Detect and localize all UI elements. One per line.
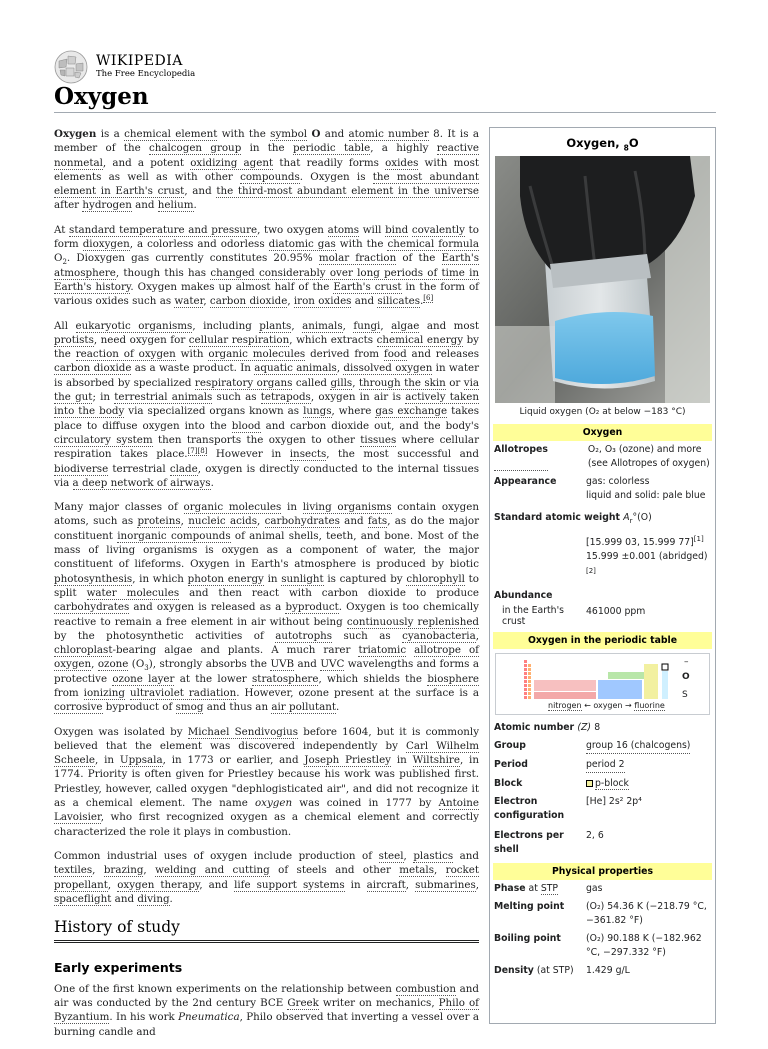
link-eukaryotic[interactable]: eukaryotic organisms <box>75 319 193 332</box>
link-greek[interactable]: Greek <box>287 997 319 1010</box>
label-boiling-point[interactable]: Boiling point <box>494 933 561 945</box>
link-brazing[interactable]: brazing <box>103 864 144 877</box>
link-sunlight[interactable]: sunlight <box>281 572 324 585</box>
link-life-support[interactable]: life support systems <box>234 878 345 891</box>
link-stratosphere[interactable]: stratosphere <box>252 672 319 685</box>
link-hydrogen[interactable]: hydrogen <box>82 199 132 212</box>
value-electrons-per-shell: 2, 6 <box>586 830 604 842</box>
value-density: 1.429 g/L <box>586 965 630 977</box>
link-lavoisier[interactable]: Antoine Lavoisier <box>54 797 479 824</box>
link-earths-atmosphere[interactable]: Earth's atmosphere <box>54 252 479 279</box>
wikipedia-logo[interactable] <box>54 50 254 84</box>
weight-suffix: °(O) <box>632 512 652 524</box>
link-carbon-dioxide[interactable]: carbon dioxide <box>209 295 288 308</box>
density-at-text: (at STP) <box>533 965 574 977</box>
subsection-heading-early-experiments: Early experiments <box>54 960 183 976</box>
row-period <box>490 756 715 775</box>
phase-stp-link[interactable]: STP <box>540 883 558 895</box>
link-photosynthesis[interactable]: photosynthesis <box>54 572 133 585</box>
link-uvc[interactable]: UVC <box>320 658 345 671</box>
link-water[interactable]: water <box>174 295 204 308</box>
link-air-pollutant[interactable]: air pollutant <box>271 701 337 714</box>
liquid-oxygen-image <box>495 156 710 403</box>
pt-nav-oxygen: oxygen <box>593 701 623 711</box>
row-atomic-number <box>490 719 715 737</box>
reference-7-8[interactable]: [7][8] <box>187 446 208 455</box>
link-allotrope-of-oxygen[interactable]: allotrope of oxygen <box>54 644 479 671</box>
section-heading-history: History of study <box>54 920 479 943</box>
wikipedia-wordmark: WIKIPEDIA <box>96 53 183 69</box>
paragraph-early-experiments: One of the first known experiments on the relationship between combustion and air was conducted by the 2nd century BCE Greek writer on mechanics, Philo of Byzantium. In his work Pneumatica, Philo observed that inverting a vessel over a burning candle and <box>54 982 480 1038</box>
row-group <box>490 737 715 756</box>
link-fats[interactable]: fats <box>367 515 388 528</box>
row-appearance <box>490 473 715 505</box>
link-abundance-universe[interactable]: the third-most abundant element in the universe <box>216 185 479 198</box>
link-uvb[interactable]: UVB <box>270 658 295 671</box>
reference-2[interactable]: [2] <box>586 567 596 576</box>
link-redox[interactable]: reaction of oxygen <box>75 348 176 361</box>
link-submarines[interactable]: submarines <box>415 878 476 891</box>
weight-abridged-text: 15.999 ±0.001 (abridged) <box>586 551 708 563</box>
block-value-link[interactable]: p-block <box>595 778 629 790</box>
link-atomic-number[interactable]: atomic number <box>348 128 429 140</box>
atomic-number-label-text: Atomic number <box>494 722 575 734</box>
label-phase <box>494 882 586 896</box>
value-electron-configuration: [He] 2s² 2p⁴ <box>586 796 642 808</box>
link-symbol[interactable]: symbol <box>270 128 308 140</box>
appearance-gas: gas: colorless <box>586 476 650 488</box>
link-biosphere[interactable]: biosphere <box>427 672 480 685</box>
block-color-swatch-icon <box>586 780 593 787</box>
link-geological-history-of-oxygen[interactable]: changed considerably over long periods of time in Earth's history <box>54 266 479 293</box>
row-phase <box>490 880 715 898</box>
link-smog[interactable]: smog <box>175 701 204 714</box>
link-carbon-dioxide-2[interactable]: carbon dioxide <box>54 362 132 375</box>
paragraph-dioxygen: At standard temperature and pressure, two oxygen atoms will bind covalently to form dioxygen, a colorless and odorless diatomic gas with the chemical formula $O_2$. Dioxygen gas currently constitutes 20.95% molar fraction of the Earth's atmosphere, though this has changed considerably over long periods of time in Earth's history. Oxygen makes up almost half of the Earth's crust in the form of various oxides such as water, carbon dioxide, iron oxides and silicates.[6] <box>54 223 479 308</box>
pt-nav-fluorine[interactable]: fluorine <box>634 701 665 711</box>
link-combustion[interactable]: combustion <box>395 982 456 995</box>
link-chloroplast[interactable]: chloroplast <box>54 644 113 657</box>
pt-nav-right-arrow: → <box>625 701 632 711</box>
link-priestley[interactable]: Joseph Priestley <box>304 754 391 767</box>
link-reactive[interactable]: reactive <box>436 142 480 155</box>
link-fungi[interactable]: fungi <box>353 319 381 332</box>
weight-range-text: [15.999 03, 15.999 77] <box>586 537 694 549</box>
link-lungs[interactable]: lungs <box>303 405 332 418</box>
link-respiratory-organs[interactable]: respiratory organs <box>194 376 293 389</box>
pt-column-top: – <box>684 657 689 668</box>
link-welding-cutting[interactable]: welding and cutting <box>155 864 270 877</box>
value-group[interactable]: group 16 (chalcogens) <box>586 739 690 754</box>
link-periodic-table[interactable]: periodic table <box>292 142 371 155</box>
link-tetrapods[interactable]: tetrapods <box>260 391 311 404</box>
link-philo[interactable]: Philo of Byzantium <box>54 997 479 1024</box>
infobox-caption-text: Oxygen, <box>566 136 624 150</box>
weight-sub: r <box>629 517 633 526</box>
infobox-heading-element: Oxygen <box>493 424 712 441</box>
pt-nav-nitrogen[interactable]: nitrogen <box>548 701 582 711</box>
link-ionizing[interactable]: ionizing <box>83 686 126 699</box>
link-autotrophs[interactable]: autotrophs <box>275 629 333 642</box>
density-label-text[interactable]: Density <box>494 965 534 977</box>
link-cyanobacteria[interactable]: cyanobacteria <box>402 629 476 642</box>
link-tracheae[interactable]: a deep network of airways <box>72 476 211 489</box>
row-electron-configuration <box>490 793 715 825</box>
link-proteins[interactable]: proteins <box>137 515 181 528</box>
value-atomic-number: 8 <box>594 722 601 734</box>
link-blood[interactable]: blood <box>231 419 261 432</box>
link-insects[interactable]: insects <box>289 448 327 461</box>
label-block[interactable]: Block <box>494 778 523 790</box>
link-oxygen-therapy[interactable]: oxygen therapy <box>117 878 200 891</box>
label-atomic-number[interactable] <box>494 721 600 735</box>
infobox-caption-sub: 8 <box>623 143 629 153</box>
link-nonmetal[interactable]: nonmetal <box>54 156 103 169</box>
link-photon-energy[interactable]: photon energy <box>187 572 264 585</box>
link-clade[interactable]: clade <box>169 462 198 475</box>
reference-6[interactable]: [6] <box>423 293 434 302</box>
value-boiling-point: (O₂) 90.188 K (−182.962 °C, −297.332 °F) <box>586 933 702 959</box>
weight-range <box>586 532 711 550</box>
link-abundance-crust[interactable]: the most abundant element in Earth's crust <box>54 170 479 198</box>
link-biodiverse[interactable]: biodiverse <box>54 462 109 475</box>
value-appearance <box>586 475 711 503</box>
link-metals[interactable]: metals <box>399 864 434 877</box>
row-block <box>490 775 715 793</box>
element-infobox <box>489 127 716 1024</box>
link-food[interactable]: food <box>383 348 407 361</box>
value-phase: gas <box>586 883 603 895</box>
phase-label-text[interactable]: Phase <box>494 883 526 895</box>
link-compounds[interactable]: compounds <box>240 170 300 183</box>
pt-column-oxygen: O <box>682 672 690 683</box>
link-diving[interactable]: diving <box>137 892 170 905</box>
link-scheele[interactable]: Carl Wilhelm Scheele <box>54 739 480 767</box>
allotropes-list[interactable]: O₂, O₃ (ozone) and more <box>587 444 702 456</box>
paragraph-uses: Common industrial uses of oxygen include production of steel, plastics and textiles, brazing, welding and cutting of steels and other metals, rocket propellant, oxygen therapy, and life support systems in aircraft, submarines, spaceflight and diving. <box>54 849 480 905</box>
label-allotropes[interactable]: Allotropes <box>494 443 548 471</box>
row-abundance-crust <box>490 605 715 629</box>
link-terrestrial-animals[interactable]: terrestrial animals <box>114 391 213 404</box>
value-block <box>586 777 711 791</box>
label-density <box>494 964 586 978</box>
paragraph-organisms: All eukaryotic organisms, including plants, animals, fungi, algae and most protists, need oxygen for cellular respiration, which extracts chemical energy by the reaction of oxygen with organic molecules derived from food and releases carbon dioxide as a waste product. In aquatic animals, dissolved oxygen in water is absorbed by specialized respiratory organs called gills, through the skin or via the gut; in terrestrial animals such as tetrapods, oxygen in air is actively taken into the body via specialized organs known as lungs, where gas exchange takes place to diffuse oxygen into the blood and carbon dioxide out, and the body's circulatory system then transports the oxygen to other tissues where cellular respiration takes place.[7][8] However in insects, the most successful and biodiverse terrestrial clade, oxygen is directly conducted to the internal tissues via a deep network of airways. <box>54 319 480 489</box>
link-chlorophyll[interactable]: chlorophyll <box>406 572 465 585</box>
label-melting-point[interactable]: Melting point <box>494 901 565 913</box>
value-allotropes <box>588 443 711 471</box>
link-organic-molecules-2[interactable]: organic molecules <box>183 501 282 514</box>
label-appearance: Appearance <box>494 476 557 488</box>
row-melting-point <box>490 898 715 930</box>
link-corrosive[interactable]: corrosive <box>54 701 103 714</box>
row-standard-atomic-weight-label <box>490 505 715 530</box>
link-animals[interactable]: animals <box>302 319 343 332</box>
link-chemical-element[interactable]: chemical element <box>124 128 218 140</box>
pt-nav <box>548 701 665 710</box>
label-electron-configuration[interactable]: Electron configuration <box>494 796 565 822</box>
link-gut-respiration[interactable]: via the gut <box>54 376 479 404</box>
infobox-caption-symbol: O <box>628 136 639 150</box>
paragraph-intro: Oxygen is a chemical element with the symbol O and atomic number 8. It is a member of the chalcogen group in the periodic table, a highly reactive nonmetal, and a potent oxidizing agent that readily forms oxides with most elements as well as with other compounds. Oxygen is the most abundant element in Earth's crust, and the third-most abundant element in the universe after hydrogen and helium. <box>54 128 480 212</box>
row-abundance-label <box>490 584 715 605</box>
link-chemical-energy[interactable]: chemical energy <box>376 333 464 346</box>
page-title: Oxygen <box>54 83 149 110</box>
link-wiltshire[interactable]: Wiltshire <box>412 754 460 767</box>
weight-symbol: A <box>623 512 630 524</box>
link-living-organisms[interactable]: living organisms <box>302 501 392 514</box>
link-steel[interactable]: steel <box>378 849 404 862</box>
label-period[interactable]: Period <box>494 759 528 771</box>
phase-at-text: at <box>525 883 541 895</box>
row-standard-atomic-weight-values <box>490 530 715 584</box>
link-ultraviolet[interactable]: ultraviolet radiation <box>129 686 237 699</box>
image-caption: Liquid oxygen (O₂ at below −183 °C) <box>519 407 686 418</box>
link-carbohydrates-2[interactable]: carbohydrates <box>54 601 130 614</box>
weight-abridged <box>586 550 711 582</box>
link-dioxygen[interactable]: dioxygen <box>82 238 130 251</box>
link-active-respiration[interactable]: actively taken into the body <box>54 391 480 418</box>
link-tissues[interactable]: tissues <box>360 433 397 446</box>
link-covalently[interactable]: covalently <box>411 223 466 236</box>
link-chalcogen[interactable]: chalcogen group <box>148 142 242 155</box>
label-abundance[interactable]: Abundance <box>494 590 553 602</box>
link-plastics[interactable]: plastics <box>413 849 454 862</box>
link-earths-crust[interactable]: Earth's crust <box>333 280 402 293</box>
link-aquatic-animals[interactable]: aquatic animals <box>254 362 337 375</box>
link-protists[interactable]: protists <box>54 333 94 346</box>
label-electrons-per-shell[interactable]: Electrons per shell <box>494 830 564 856</box>
link-cellular-respiration[interactable]: cellular respiration <box>188 333 290 346</box>
link-triatomic[interactable]: triatomic <box>358 644 407 657</box>
periodic-table-minimap[interactable] <box>495 653 710 715</box>
atomic-number-z: (Z) <box>577 722 591 734</box>
link-oxides[interactable]: oxides <box>385 156 419 169</box>
link-water-molecules[interactable]: water molecules <box>86 586 180 599</box>
wikipedia-tagline: The Free Encyclopedia <box>96 69 196 79</box>
link-atoms[interactable]: atoms <box>327 223 360 236</box>
link-dissolved-oxygen[interactable]: dissolved oxygen <box>343 362 433 375</box>
wikipedia-globe-icon <box>54 50 88 84</box>
link-byproduct[interactable]: byproduct <box>285 601 339 614</box>
link-uppsala[interactable]: Uppsala <box>119 754 163 767</box>
allotropes-note-link[interactable]: (see Allotropes of oxygen) <box>587 458 710 470</box>
infobox-caption <box>490 128 715 156</box>
weight-label-text: Standard atomic weight <box>494 512 620 524</box>
weight-values-spacer <box>494 532 586 582</box>
infobox-heading-periodic-table[interactable]: Oxygen in the periodic table <box>493 632 712 649</box>
link-oxidizing-agent[interactable]: oxidizing agent <box>190 156 274 169</box>
link-helium[interactable]: helium <box>157 199 194 212</box>
link-replenished[interactable]: continuously replenished <box>346 615 480 628</box>
link-bind[interactable]: bind <box>385 223 409 236</box>
label-standard-atomic-weight[interactable] <box>494 511 652 528</box>
link-circulatory-system[interactable]: circulatory system <box>54 433 153 446</box>
link-molar-fraction[interactable]: molar fraction <box>318 252 397 265</box>
link-iron-oxides[interactable]: iron oxides <box>293 295 352 308</box>
value-melting-point: (O₂) 54.36 K (−218.79 °C, −361.82 °F) <box>586 901 707 927</box>
label-group[interactable]: Group <box>494 740 526 752</box>
liquid-oxygen-photo[interactable] <box>495 156 710 403</box>
link-ozone-layer[interactable]: ozone layer <box>112 672 175 685</box>
link-carbohydrates[interactable]: carbohydrates <box>264 515 340 528</box>
link-plants[interactable]: plants <box>259 319 292 332</box>
paragraph-biomolecules: Many major classes of organic molecules in living organisms contain oxygen atoms, such as proteins, nucleic acids, carbohydrates and fats, as do the major constituent inorganic compounds of animal shells, teeth, and bone. Most of the mass of living organisms is oxygen as a component of water, the major constituent of lifeforms. Oxygen in Earth's atmosphere is produced by biotic photosynthesis, in which photon energy in sunlight is captured by chlorophyll to split water molecules and then react with carbon dioxide to produce carbohydrates and oxygen is released as a byproduct. Oxygen is too chemically reactive to remain a free element in air without being continuously replenished by the photosynthetic activities of autotrophs such as cyanobacteria, chloroplast-bearing algae and plants. A much rarer triatomic allotrope of oxygen, ozone $(O_3)$, strongly absorbs the UVB and UVC wavelengths and forms a protective ozone layer at the lower stratosphere, which shields the biosphere from ionizing ultraviolet radiation. However, ozone present at the surface is a corrosive byproduct of smog and thus an air pollutant. <box>54 501 480 714</box>
link-aircraft[interactable]: aircraft <box>366 878 406 891</box>
appearance-liquid: liquid and solid: pale blue <box>586 490 706 502</box>
value-abundance-crust: 461000 ppm <box>586 606 646 618</box>
link-inorganic-compounds[interactable]: inorganic compounds <box>117 529 231 542</box>
row-density <box>490 962 715 980</box>
paragraph-discovery: Oxygen was isolated by Michael Sendivogius before 1604, but it is commonly believed that the element was discovered independently by Carl Wilhelm Scheele, in Uppsala, in 1773 or earlier, and Joseph Priestley in Wiltshire, in 1774. Priority is often given for Priestley because his work was published first. Priestley, however, called oxygen "dephlogisticated air", and did not recognize it as a chemical element. The name oxygen was coined in 1777 by Antoine Lavoisier, who first recognized oxygen as a chemical element and correctly characterized the role it plays in combustion. <box>54 725 480 838</box>
reference-1[interactable]: [1] <box>693 535 704 544</box>
link-sendivogius[interactable]: Michael Sendivogius <box>187 725 299 738</box>
link-textiles[interactable]: textiles <box>54 864 93 877</box>
link-algae[interactable]: algae <box>391 319 420 332</box>
infobox-heading-physical-properties: Physical properties <box>493 863 712 880</box>
link-nucleic-acids[interactable]: nucleic acids <box>188 515 258 528</box>
link-spaceflight[interactable]: spaceflight <box>54 892 112 905</box>
link-ozone[interactable]: ozone <box>97 658 129 671</box>
row-boiling-point <box>490 930 715 962</box>
link-skin-breathing[interactable]: through the skin <box>358 376 446 389</box>
link-silicates[interactable]: silicates <box>377 295 420 308</box>
row-allotropes <box>490 441 715 473</box>
value-period[interactable]: period 2 <box>586 758 625 773</box>
link-rocket-propellant[interactable]: rocket propellant <box>54 864 480 891</box>
label-abundance-crust: in the Earth's crust <box>502 605 564 628</box>
title-divider <box>54 112 716 113</box>
link-gas-exchange[interactable]: gas exchange <box>375 405 448 418</box>
link-stp[interactable]: standard temperature and pressure <box>69 223 258 236</box>
article-body <box>54 127 479 1049</box>
link-gills[interactable]: gills <box>330 376 353 389</box>
value-standard-atomic-weight <box>586 532 711 582</box>
link-chemical-formula[interactable]: chemical formula <box>387 238 479 251</box>
pt-nav-left-arrow: ← <box>584 701 591 711</box>
pt-column-sulfur[interactable]: S <box>682 690 688 701</box>
row-electrons-per-shell <box>490 825 715 859</box>
link-diatomic-gas[interactable]: diatomic gas <box>268 238 336 251</box>
link-organic-molecules[interactable]: organic molecules <box>208 348 306 361</box>
